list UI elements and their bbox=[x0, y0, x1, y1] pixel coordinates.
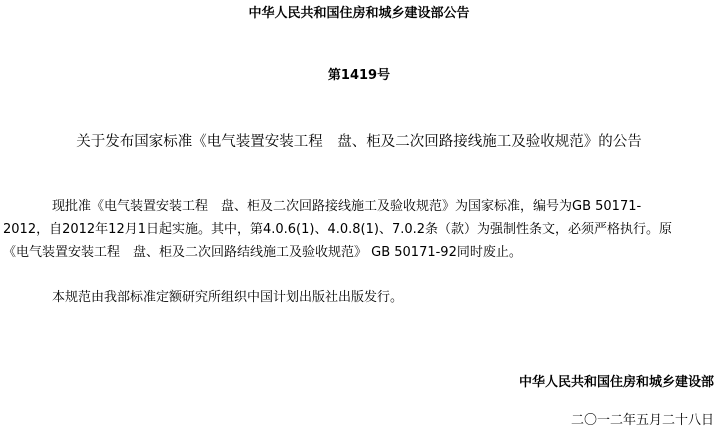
signature-issuer: 中华人民共和国住房和城乡建设部 bbox=[518, 375, 714, 390]
body-paragraph-1-line-2: 2012，自2012年12月1日起实施。其中，第4.0.6(1)、4.0.8(1)、7.0.2条（款）为强制性条文，必须严格执行。原 bbox=[3, 222, 673, 237]
announcement-subject: 关于发布国家标准《电气装置安装工程 盘、柜及二次回路接线施工及验收规范》的公告 bbox=[76, 134, 642, 150]
issuer-header: 中华人民共和国住房和城乡建设部公告 bbox=[248, 6, 470, 21]
announcement-number: 第1419号 bbox=[327, 68, 391, 83]
body-paragraph-1-line-3: 《电气装置安装工程 盘、柜及二次回路结线施工及验收规范》 GB 50171-92同时废止。 bbox=[3, 245, 522, 260]
signature-date: 二〇一二年五月二十八日 bbox=[570, 413, 714, 428]
body-paragraph-2: 本规范由我部标准定额研究所组织中国计划出版社出版发行。 bbox=[52, 290, 404, 305]
body-paragraph-1-line-1: 现批准《电气装置安装工程 盘、柜及二次回路接线施工及验收规范》为国家标准，编号为GB 50171- bbox=[52, 199, 642, 214]
